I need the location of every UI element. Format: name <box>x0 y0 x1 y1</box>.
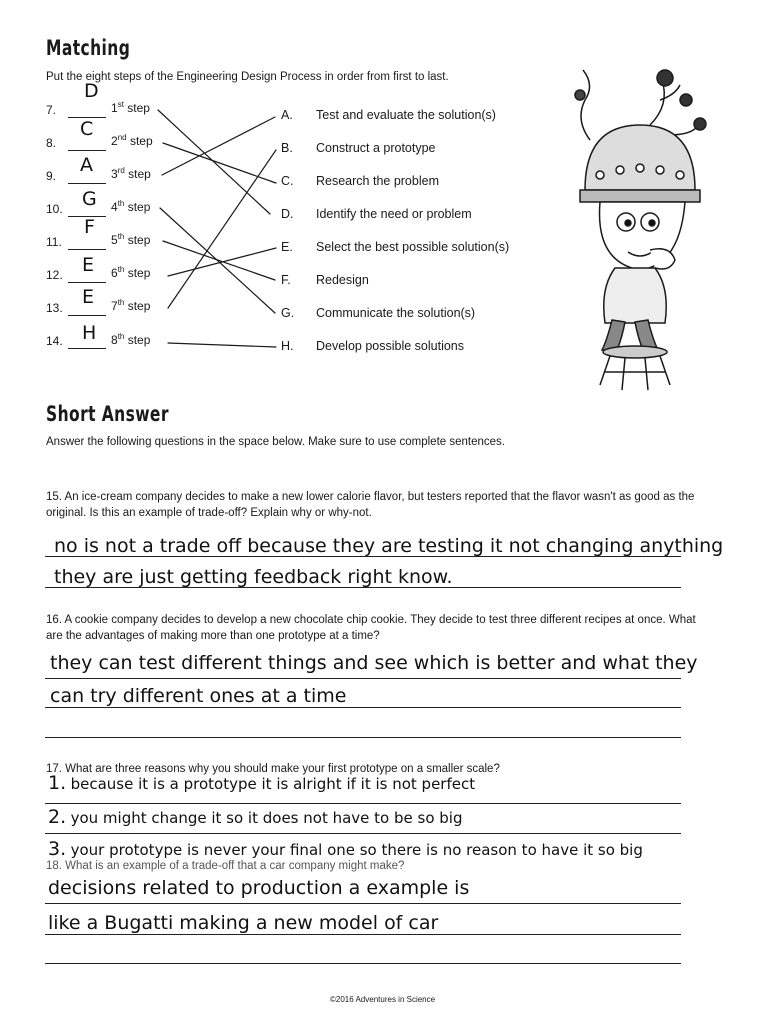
copyright-footer: ©2016 Adventures in Science <box>330 995 436 1004</box>
question-15: 15. An ice-cream company decides to make a new lower calorie flavor, but testers reported that the flavor wasn't as good as the original. Is this an example of trade-off? Explain why or why-not. <box>46 491 695 519</box>
option-text: Identify the need or problem <box>316 207 472 221</box>
answer-16-line-2: can try different ones at a time <box>50 685 347 707</box>
option-letter: D. <box>281 207 294 221</box>
matching-instructions: Put the eight steps of the Engineering Design Process in order from first to last. <box>46 71 449 83</box>
item-number: 14. <box>46 334 63 348</box>
step-label: 1st step <box>111 100 150 115</box>
item-number: 11. <box>46 235 62 249</box>
item-number: 10. <box>46 202 63 216</box>
step-label: 8th step <box>111 332 151 347</box>
answer-18-line-2: like a Bugatti making a new model of car <box>48 912 439 934</box>
option-text: Develop possible solutions <box>316 339 465 353</box>
option-text: Construct a prototype <box>316 141 436 155</box>
option-letter: B. <box>281 141 293 155</box>
handwritten-answer: A <box>80 154 93 176</box>
item-number: 12. <box>46 268 63 282</box>
option-letter: E. <box>281 240 293 254</box>
answer-17-item-3: 3. your prototype is never your final one so there is no reason to have it so big <box>48 838 643 860</box>
answer-rule <box>45 556 681 557</box>
answer-15-line-2: they are just getting feedback right know. <box>54 566 453 588</box>
option-letter: G. <box>281 306 295 320</box>
answer-rule <box>45 803 681 804</box>
answer-15-line-1: no is not a trade off because they are testing it not changing anything <box>54 535 724 557</box>
handwritten-answer: H <box>82 322 97 344</box>
answer-rule <box>45 963 681 964</box>
answer-rule <box>45 587 681 588</box>
step-label: 7th step <box>111 298 151 313</box>
item-number: 9. <box>46 169 57 183</box>
handwritten-answer: E <box>82 286 95 308</box>
answer-17-item-1: 1. because it is a prototype it is alright if it is not perfect <box>48 772 476 794</box>
answer-rule <box>45 833 681 834</box>
answer-rule <box>45 707 681 708</box>
question-18: 18. What is an example of a trade-off that a car company might make? <box>46 860 405 872</box>
short-answer-instructions: Answer the following questions in the space below. Make sure to use complete sentences. <box>46 436 505 448</box>
answer-rule <box>45 934 681 935</box>
step-label: 2nd step <box>111 133 153 148</box>
option-text: Research the problem <box>316 174 439 188</box>
option-letter: F. <box>281 273 291 287</box>
option-text: Select the best possible solution(s) <box>316 240 510 254</box>
step-label: 5th step <box>111 232 151 247</box>
option-text: Communicate the solution(s) <box>316 306 476 320</box>
answer-17-item-2: 2. you might change it so it does not have to be so big <box>48 806 463 828</box>
option-letter: H. <box>281 339 294 353</box>
step-label: 3rd step <box>111 166 151 181</box>
option-text: Test and evaluate the solution(s) <box>316 108 496 122</box>
handwritten-answer: C <box>80 118 94 140</box>
question-16: 16. A cookie company decides to develop a new chocolate chip cookie. They decide to test three different recipes at once. What are the advantages of making more than one prototype at a time? <box>46 614 696 642</box>
item-number: 8. <box>46 136 57 150</box>
handwritten-answer: G <box>82 188 97 210</box>
answer-rule <box>45 903 681 904</box>
handwritten-answer: F <box>84 216 95 238</box>
question-17: 17. What are three reasons why you should make your first prototype on a smaller scale? <box>46 763 500 775</box>
handwritten-answer: E <box>82 254 95 276</box>
answer-18-line-1: decisions related to production a example is <box>48 877 470 899</box>
answer-rule <box>45 678 681 679</box>
short-answer-title: Short Answer <box>46 402 169 426</box>
item-number: 7. <box>46 103 57 117</box>
item-number: 13. <box>46 301 63 315</box>
handwritten-answer: D <box>84 80 99 102</box>
answer-16-line-1: they can test different things and see which is better and what they <box>50 652 698 674</box>
step-label: 6th step <box>111 265 151 280</box>
option-letter: A. <box>281 108 293 122</box>
matching-title: Matching <box>46 36 131 60</box>
answer-rule <box>45 737 681 738</box>
step-label: 4th step <box>111 199 151 214</box>
option-letter: C. <box>281 174 294 188</box>
option-text: Redesign <box>316 273 369 287</box>
